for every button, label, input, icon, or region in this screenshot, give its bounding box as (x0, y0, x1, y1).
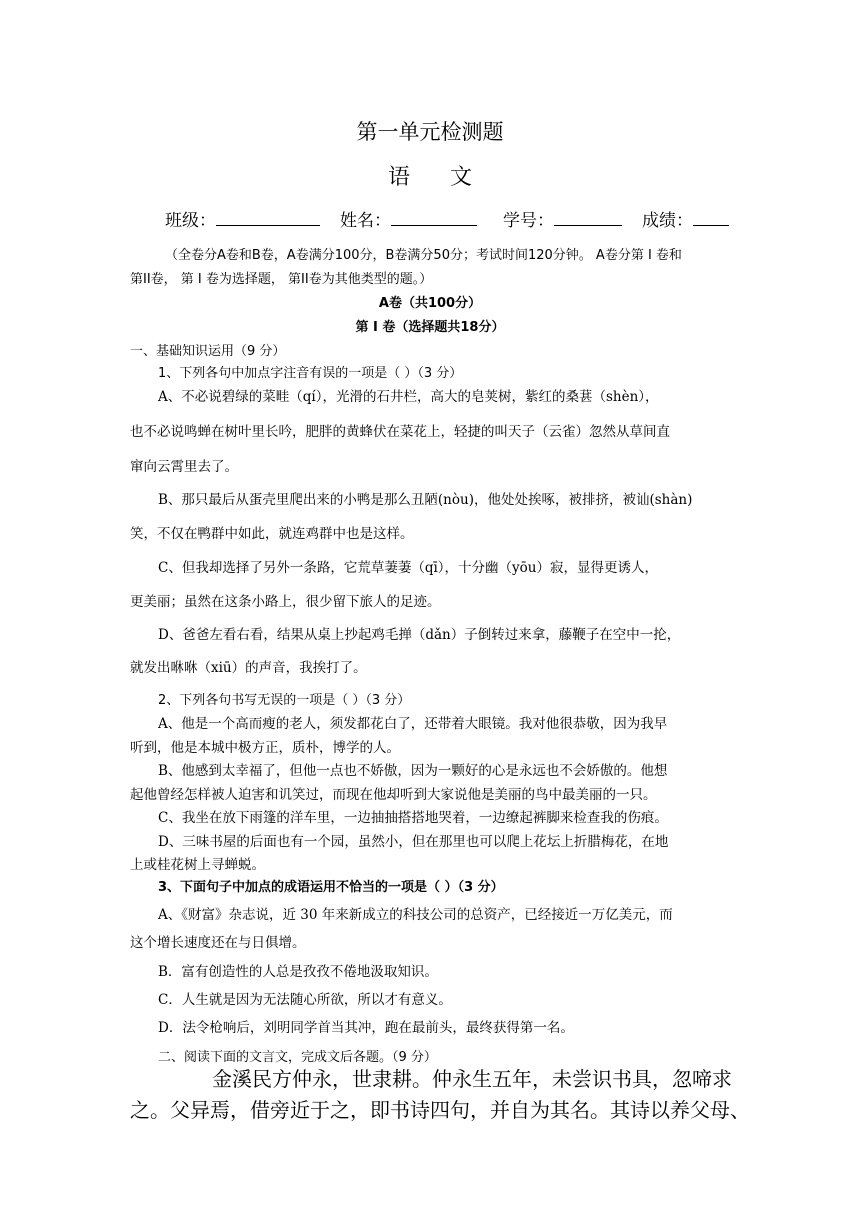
exam-note-line2: 第II卷， 第 I 卷为选择题， 第II卷为其他类型的题。） (130, 272, 433, 287)
q2-option-a-line2: 听到，他是本城中极方正，质朴，博学的人。 (130, 740, 400, 756)
name-blank[interactable] (391, 207, 477, 226)
q1-option-b-line1: B、那只最后从蛋壳里爬出来的小鸭是那么丑陋(nòu)，他处处挨啄，被排挤，被讪(shàn) (158, 492, 693, 508)
number-blank[interactable] (554, 207, 622, 226)
q3-option-a-line2: 这个增长速度还在与日俱增。 (130, 935, 306, 951)
q3-stem: 3、下面句子中加点的成语运用不恰当的一项是（ ）（3 分） (158, 880, 504, 895)
q1-option-d-line2: 就发出咻咻（xiū）的声音，我挨打了。 (130, 660, 367, 676)
section2-heading: 二、阅读下面的文言文，完成文后各题。（9 分） (158, 1050, 437, 1065)
q2-option-d-line1: D、三味书屋的后面也有一个园，虽然小，但在那里也可以爬上花坛上折腊梅花，在地 (158, 834, 669, 850)
q1-option-a-line1: A、不必说碧绿的菜畦（qí），光滑的石井栏，高大的皂荚树，紫红的桑葚（shèn）， (158, 389, 659, 405)
score-blank[interactable] (693, 207, 729, 226)
section1-heading: 一、基础知识运用（9 分） (130, 344, 286, 359)
q2-option-b-line1: B、他感到太幸福了，但他一点也不娇傲，因为一颗好的心是永远也不会娇傲的。他想 (158, 763, 668, 779)
class-blank[interactable] (216, 207, 320, 226)
volume-a-heading: A卷（共100分） (378, 296, 482, 311)
q2-option-a-line1: A、他是一个高而瘦的老人，须发都花白了，还带着大眼镜。我对他很恭敬，因为我早 (158, 716, 668, 732)
q1-option-a-line3: 窜向云霄里去了。 (130, 459, 238, 475)
class-field (165, 206, 320, 231)
number-field (503, 206, 622, 231)
q2-option-c-line1: C、我坐在放下雨篷的洋车里，一边抽抽搭搭地哭着，一边缭起裤脚来检查我的伤痕。 (158, 810, 668, 826)
q1-stem: 1、下列各句中加点字注音有误的一项是（ ）（3 分） (158, 366, 463, 381)
q1-option-a-line2: 也不必说鸣蝉在树叶里长吟，肥胖的黄蜂伏在菜花上，轻捷的叫天子（云雀）忽然从草间直 (130, 424, 670, 440)
q3-option-c-line1: C．人生就是因为无法随心所欲，所以才有意义。 (158, 992, 452, 1008)
class-label: 班级： (165, 211, 216, 231)
page-title: 第一单元检测题 (356, 120, 504, 144)
passage-line2: 之。父异焉，借旁近于之，即书诗四句，并自为其名。其诗以养父母、 (130, 1098, 750, 1122)
q1-option-d-line1: D、爸爸左看右看，结果从桌上抄起鸡毛掸（dǎn）子倒转过来拿，藤鞭子在空中一抡， (158, 627, 681, 643)
passage-line1: 金溪民方仲永，世隶耕。仲永生五年，未尝识书具，忽啼求 (212, 1067, 732, 1091)
q1-option-c-line2: 更美丽；虽然在这条小路上，很少留下旅人的足迹。 (130, 594, 441, 610)
part1-heading: 第 I 卷（选择题共18分） (355, 320, 505, 335)
score-field (642, 206, 729, 231)
q3-option-a-line1: A、《财富》杂志说，近 30 年来新成立的科技公司的总资产，已经接近一万亿美元，而 (158, 907, 673, 923)
name-field (340, 206, 477, 231)
q1-option-c-line1: C、但我却选择了另外一条路，它荒草萋萋（qī），十分幽（yōu）寂，显得更诱人， (158, 560, 658, 576)
number-label: 学号： (503, 211, 554, 231)
q2-option-b-line2: 起他曾经怎样被人迫害和讥笑过，而现在他却听到大家说他是美丽的鸟中最美丽的一只。 (130, 787, 657, 803)
name-label: 姓名： (340, 211, 391, 231)
score-label: 成绩： (642, 211, 693, 231)
q1-option-b-line2: 笑，不仅在鸭群中如此，就连鸡群中也是这样。 (130, 526, 414, 542)
exam-note-line1: （全卷分A卷和B卷，A卷满分100分，B卷满分50分；考试时间120分钟。 A卷分第 I 卷和 (165, 248, 682, 263)
q3-option-d-line1: D．法令枪响后，刘明同学首当其冲，跑在最前头，最终获得第一名。 (158, 1020, 574, 1036)
q2-option-d-line2: 上或桂花树上寻蝉蜕。 (130, 857, 265, 873)
subject-title: 语文 (387, 165, 512, 190)
q2-stem: 2、下列各句书写无误的一项是（ ）（3 分） (158, 693, 411, 708)
q3-option-b-line1: B．富有创造性的人总是孜孜不倦地汲取知识。 (158, 964, 438, 980)
